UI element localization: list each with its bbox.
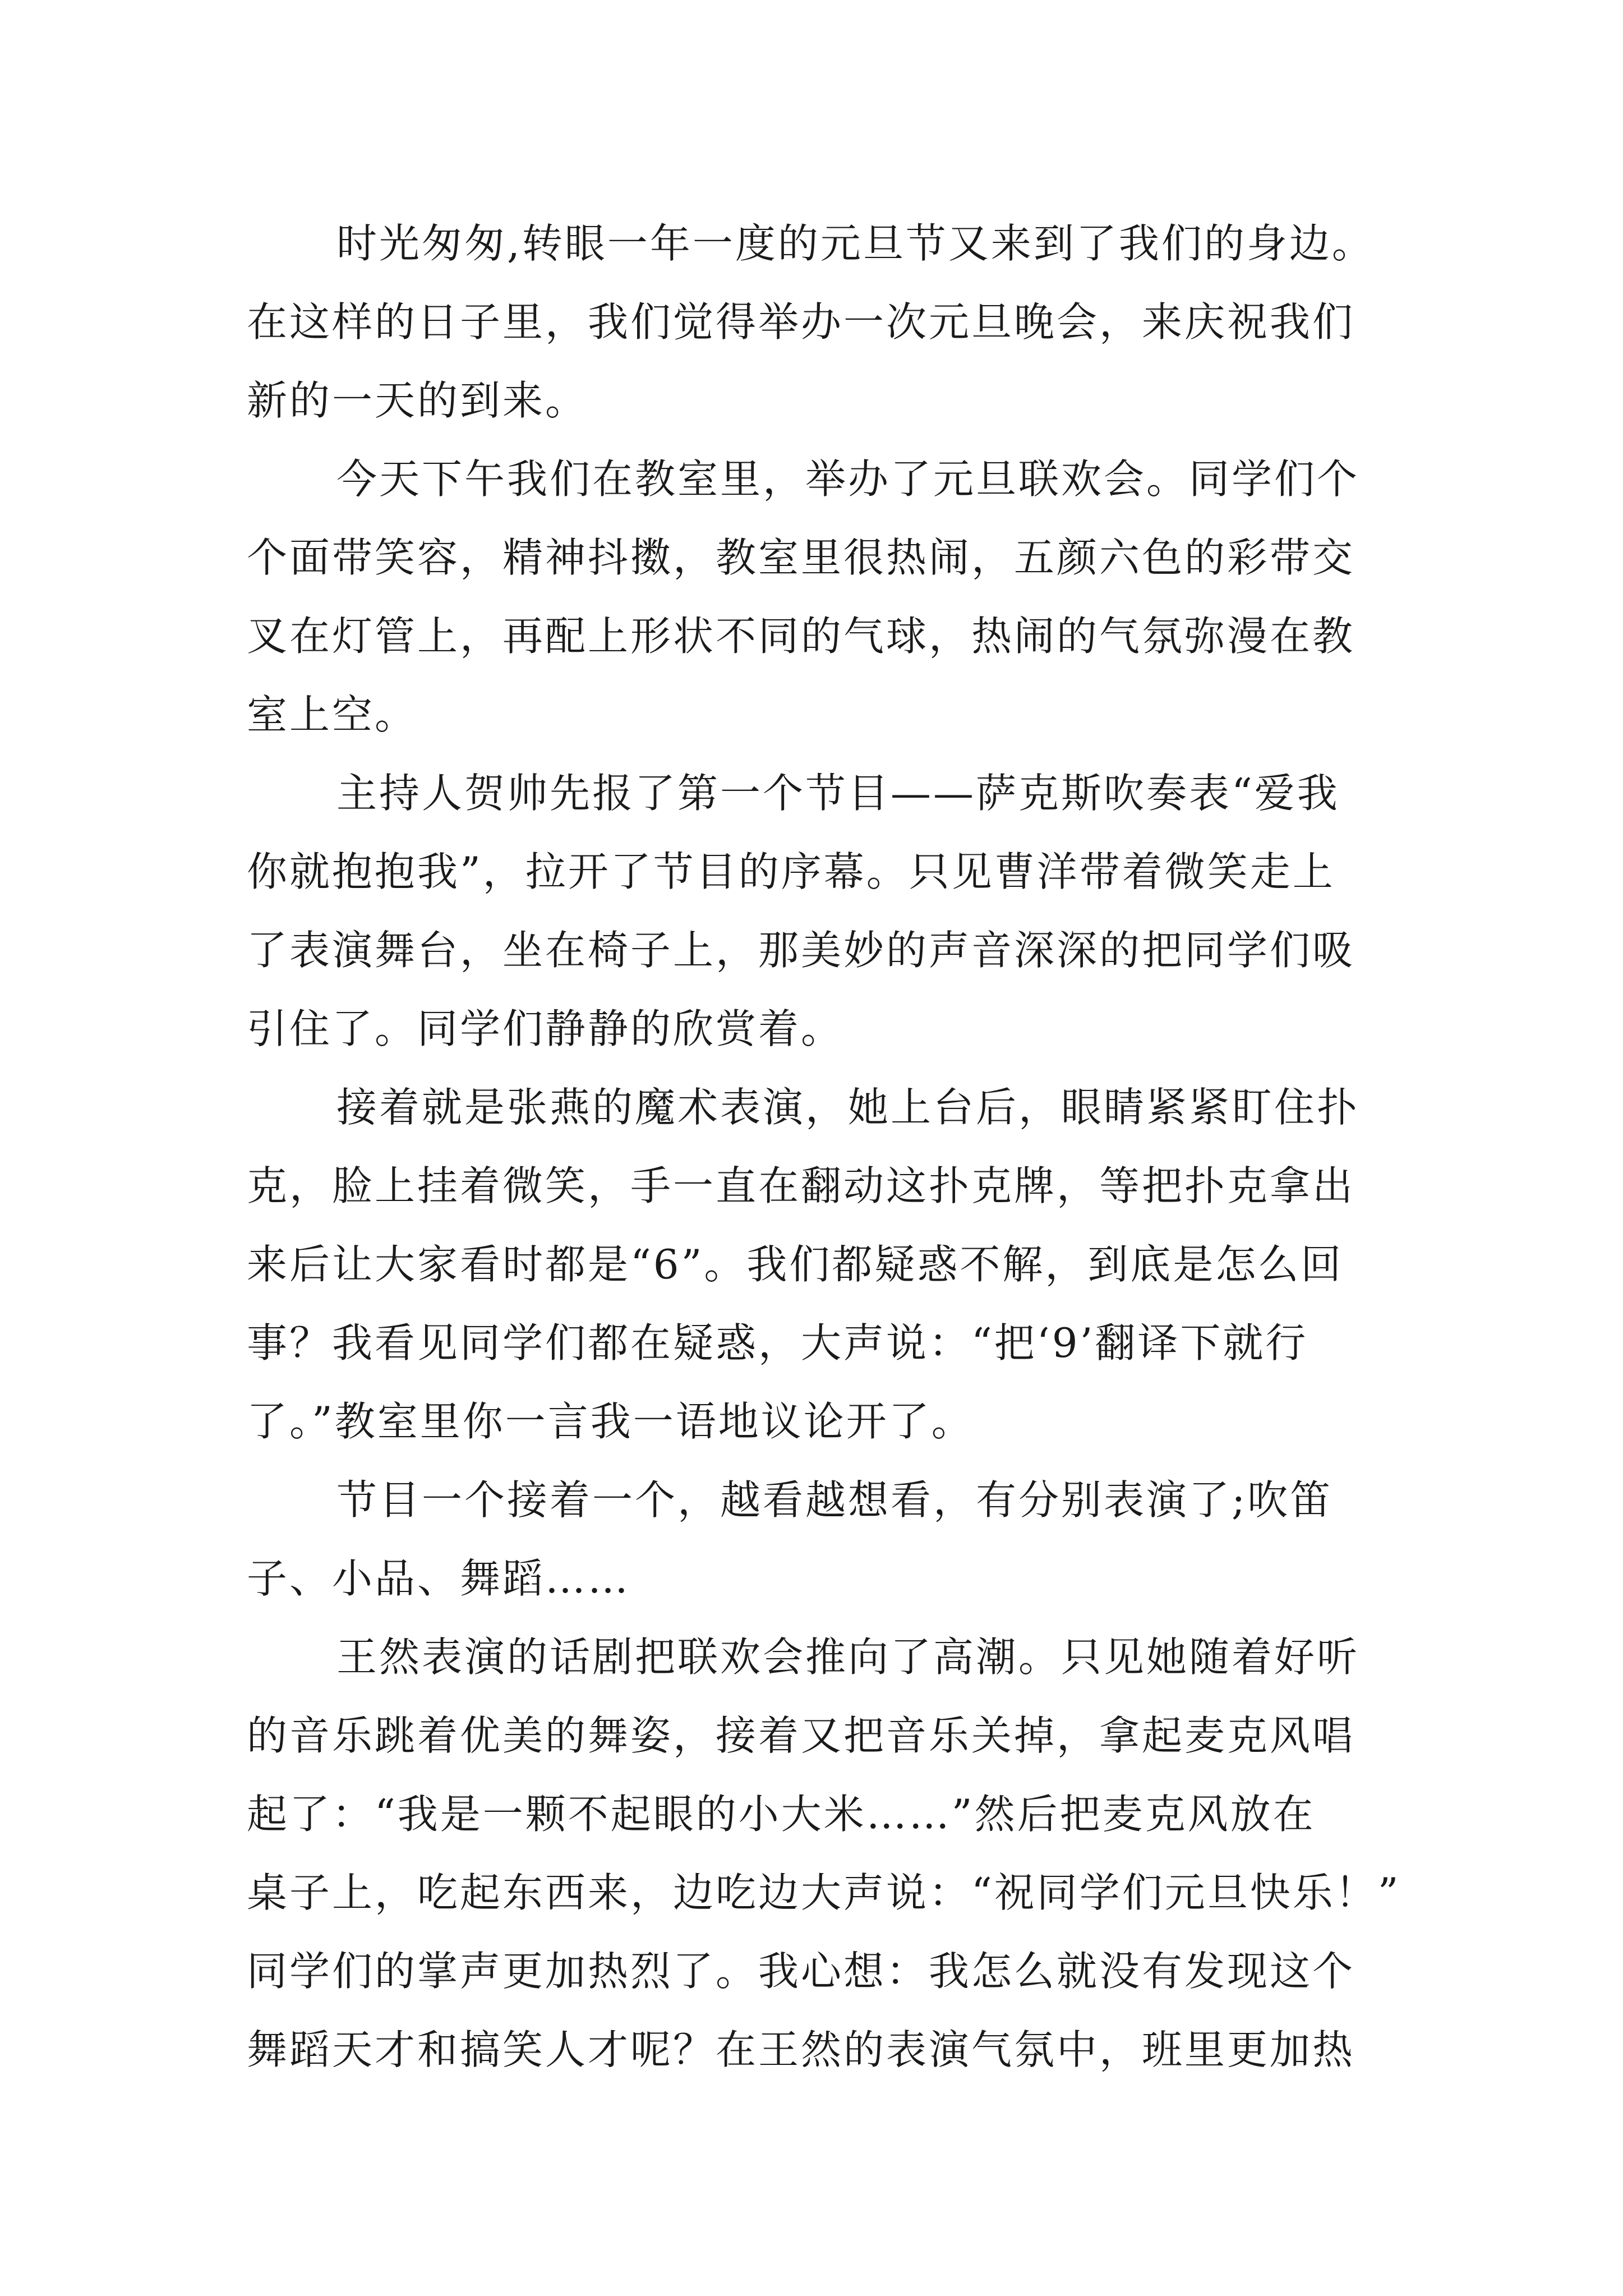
paragraph-6-line-3: 起了：“我是一颗不起眼的小大米……”然后把麦克风放在 bbox=[247, 1791, 1316, 1838]
paragraph-3-line-3: 了表演舞台，坐在椅子上，那美妙的声音深深的把同学们吸 bbox=[247, 927, 1355, 974]
paragraph-1-line-2: 在这样的日子里，我们觉得举办一次元旦晚会，来庆祝我们 bbox=[247, 298, 1355, 346]
paragraph-6-line-1: 王然表演的话剧把联欢会推向了高潮。只见她随着好听 bbox=[336, 1634, 1360, 1681]
paragraph-3-line-1: 主持人贺帅先报了第一个节目——萨克斯吹奏表“爱我 bbox=[336, 770, 1340, 817]
paragraph-6-line-6: 舞蹈天才和搞笑人才呢？在王然的表演气氛中，班里更加热 bbox=[247, 2026, 1355, 2073]
paragraph-1-line-3: 新的一天的到来。 bbox=[247, 377, 588, 424]
paragraph-2-line-2: 个面带笑容，精神抖擞，教室里很热闹，五颜六色的彩带交 bbox=[247, 534, 1355, 581]
paragraph-1-line-1: 时光匆匆,转眼一年一度的元旦节又来到了我们的身边。 bbox=[336, 220, 1375, 267]
paragraph-5-line-2: 子、小品、舞蹈…… bbox=[247, 1555, 631, 1602]
paragraph-6-line-5: 同学们的掌声更加热烈了。我心想：我怎么就没有发现这个 bbox=[247, 1948, 1355, 1995]
paragraph-6-line-2: 的音乐跳着优美的舞姿，接着又把音乐关掉，拿起麦克风唱 bbox=[247, 1712, 1355, 1759]
paragraph-4-line-2: 克，脸上挂着微笑，手一直在翻动这扑克牌，等把扑克拿出 bbox=[247, 1162, 1355, 1209]
paragraph-5-line-1: 节目一个接着一个，越看越想看，有分别表演了;吹笛 bbox=[336, 1476, 1333, 1524]
paragraph-3-line-4: 引住了。同学们静静的欣赏着。 bbox=[247, 1005, 844, 1052]
paragraph-4-line-4: 事？我看见同学们都在疑惑，大声说：“把‘9’翻译下就行 bbox=[247, 1319, 1308, 1366]
paragraph-4-line-1: 接着就是张燕的魔术表演，她上台后，眼睛紧紧盯住扑 bbox=[336, 1084, 1360, 1131]
paragraph-3-line-2: 你就抱抱我”，拉开了节目的序幕。只见曹洋带着微笑走上 bbox=[247, 848, 1335, 895]
paragraph-2-line-1: 今天下午我们在教室里，举办了元旦联欢会。同学们个 bbox=[336, 455, 1360, 503]
paragraph-4-line-3: 来后让大家看时都是“6”。我们都疑惑不解，到底是怎么回 bbox=[247, 1241, 1344, 1288]
paragraph-6-line-4: 桌子上，吃起东西来，边吃边大声说：“祝同学们元旦快乐！” bbox=[247, 1869, 1401, 1916]
paragraph-2-line-3: 叉在灯管上，再配上形状不同的气球，热闹的气氛弥漫在教 bbox=[247, 613, 1355, 660]
paragraph-4-line-5: 了。”教室里你一言我一语地议论开了。 bbox=[247, 1398, 974, 1445]
paragraph-2-line-4: 室上空。 bbox=[247, 691, 418, 738]
